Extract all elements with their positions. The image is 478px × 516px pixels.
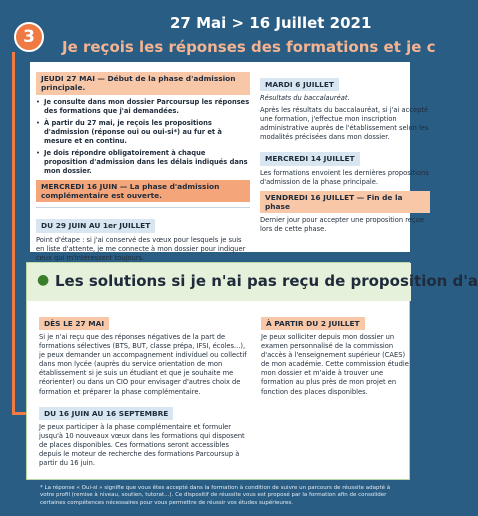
responses-left-column — [36, 68, 250, 263]
divider — [36, 207, 250, 208]
tag-16-juin: MERCREDI 16 JUIN — La phase d'admission complémentaire est ouverte. — [36, 180, 250, 203]
bac-results-note: Résultats du baccalauréat. — [260, 94, 350, 103]
tag-des-27-mai: DÈS LE 27 MAI — [39, 317, 109, 330]
footnote: * La réponse « Oui-si » signifie que vous êtes accepté dans la formation à condition de suivre un parcours de réussite adapté à votre profil (remise à niveau, soutien, tutorat...). Ce dispositif de réussite vous est proposé par la formation afin de consolider certaines compétences nécessaires pour vous permettre de réussir vos études supérieures. — [40, 485, 391, 506]
tag-16-juin-16-sept: DU 16 JUIN AU 16 SEPTEMBRE — [39, 407, 173, 420]
caes-text: Je peux solliciter depuis mon dossier un examen personnalisé de la commission d'accès à l'enseignement supérieur (CAES) de mon académie. Cette commission étudie mon dossier et m'aide à trouver une formation au plus près de mon projet en fonction des places disponibles. — [261, 333, 409, 396]
last-propositions-text: Les formations envoient les dernières propositions d'admission de la phase principale. — [260, 168, 429, 186]
block-2-juillet — [261, 311, 411, 397]
last-day-text: Dernier jour pour accepter une proposition reçue lors de cette phase. — [260, 216, 424, 234]
tag-14-juillet: MERCREDI 14 JUILLET — [260, 152, 360, 165]
tag-16-juillet: VENDREDI 16 JUILLET — Fin de la phase — [260, 191, 430, 214]
tag-2-juillet: À PARTIR DU 2 JUILLET — [261, 317, 365, 330]
accompagnement-text: Si je n'ai reçu que des réponses négatives de la part de formations sélectives (BTS, BUT, classe prépa, IFSI, écoles...), je peux demander un accompagnement individuel ou collectif dans mon lycée (auprès du service orientation de mon établissement si je suis un étudiant et que je souhaite me réorienter) ou dans un CIO pour envisager d'autres choix de formation et préparer la phase complémentaire. — [39, 333, 247, 396]
block-14-juillet — [260, 146, 430, 186]
tag-6-juillet: MARDI 6 JUILLET — [260, 78, 339, 91]
solutions-left-column — [39, 307, 253, 468]
solutions-right-column — [261, 307, 411, 397]
block-29-juin — [36, 213, 250, 262]
block-16-juin — [36, 180, 250, 203]
solutions-header — [27, 263, 478, 301]
top-band — [0, 0, 400, 12]
step-number-badge: 3 — [14, 22, 44, 52]
block-6-juillet — [260, 72, 430, 142]
point-etape-text: Point d'étape : si j'ai conservé des vœux pour lesquels je suis en liste d'attente, je me connecte à mon dossier pour indiquer ceux qui m'intéressent toujours. — [36, 235, 246, 262]
block-16-juin-16-sept — [39, 401, 253, 468]
solutions-panel — [26, 262, 478, 480]
inscription-text: Après les résultats du baccalauréat, si j'ai accepté une formation, j'effectue mon inscription administrative auprès de l'établissement selon les modalités précisées dans mon dossier. — [260, 106, 429, 142]
date-range: 27 Mai > 16 Juillet 2021 — [170, 14, 372, 32]
bullet-repondre: • Je dois répondre obligatoirement à chaque proposition d'admission dans les délais indiqués dans mon dossier. — [36, 149, 250, 176]
bullet-propositions: • À partir du 27 mai, je reçois les propositions d'admission (réponse oui ou oui-si*) au fur et à mesure et en continu. — [36, 119, 250, 146]
bullet-icon: ● — [37, 272, 50, 288]
bullet-consulte: • Je consulte dans mon dossier Parcoursup les réponses des formations que j'ai demandées. — [36, 98, 250, 116]
responses-panel — [30, 62, 429, 262]
phase-complementaire-text: Je peux participer à la phase complémentaire et formuler jusqu'à 10 nouveaux vœux dans les formations qui disposent de places disponibles. Ces formations seront accessibles depuis le moteur de recherche des formations Parcoursup à partir du 16 juin. — [39, 422, 245, 468]
tag-27-mai: JEUDI 27 MAI — Début de la phase d'admission principale. — [36, 72, 250, 95]
section-title: Je reçois les réponses des formations et je c — [62, 38, 436, 56]
block-16-juillet — [260, 191, 430, 235]
tag-29-juin: DU 29 JUIN AU 1er JUILLET — [36, 219, 155, 232]
responses-right-column — [260, 68, 430, 234]
solutions-title: Les solutions si je n'ai pas reçu de proposition d'a — [55, 272, 478, 290]
block-des-27-mai — [39, 311, 253, 397]
timeline-line — [12, 52, 15, 414]
block-27-mai — [36, 72, 250, 176]
